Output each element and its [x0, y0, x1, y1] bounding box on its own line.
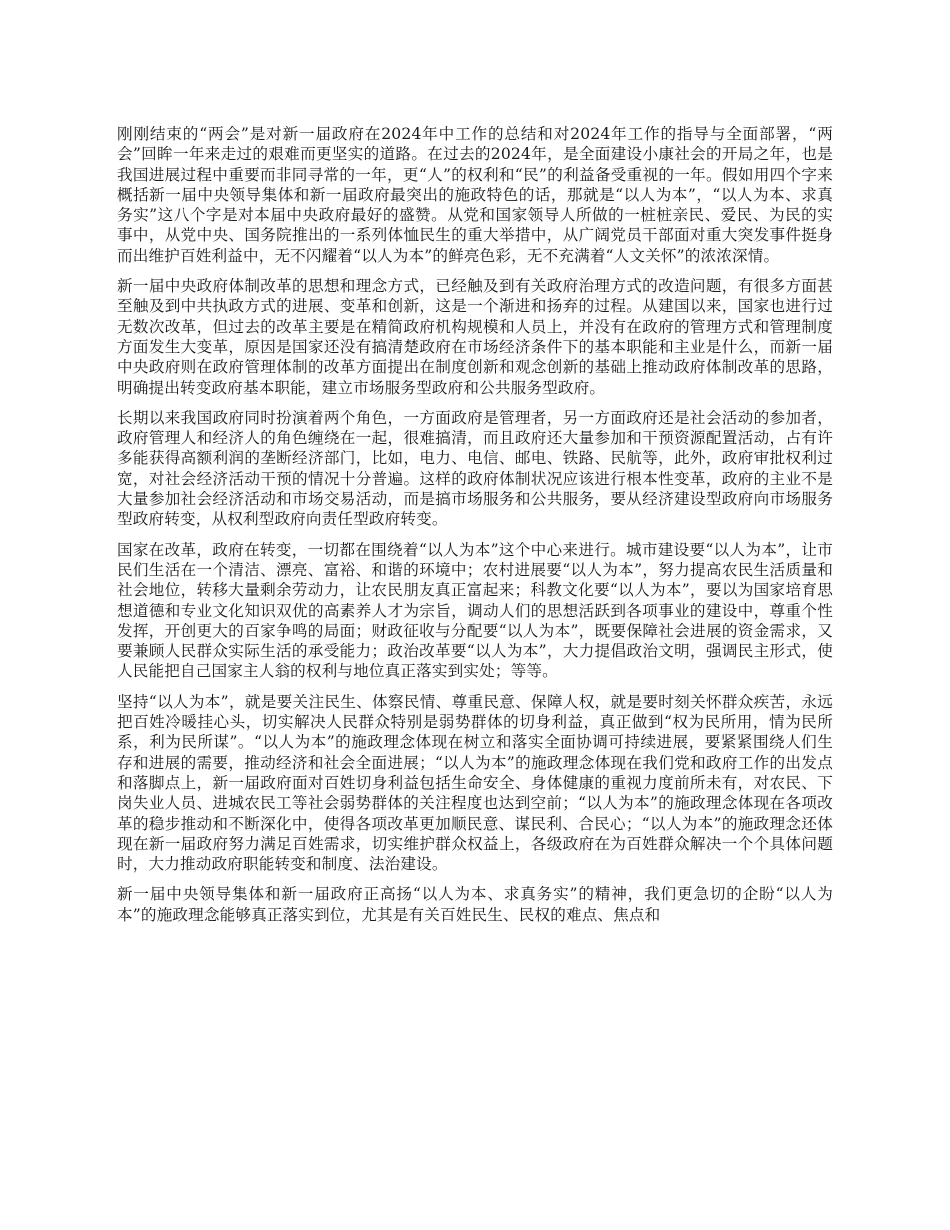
- paragraph-1: 刚刚结束的“两会”是对新一届政府在2024年中工作的总结和对2024年工作的指导与全面部署，“两会”回眸一年来走过的艰难而更坚实的道路。在过去的2024年，是全面建设小康社会的开局之年，也是我国进展过程中重要而非同寻常的一年，更“人”的权利和“民”的利益备受重视的一年。假如用四个字来概括新一届中央领导集体和新一届政府最突出的施政特色的话，那就是“以人为本”，“以人为本、求真务实”这八个字是对本届中央政府最好的盛赞。从党和国家领导人所做的一桩桩亲民、爱民、为民的实事中，从党中央、国务院推出的一系列体恤民生的重大举措中，从广阔党员干部面对重大突发事件挺身而出维护百姓利益中，无不闪耀着“以人为本”的鲜亮色彩，无不充满着“人文关怀”的浓浓深情。: [117, 125, 833, 265]
- paragraph-4: 国家在改革，政府在转变，一切都在围绕着“以人为本”这个中心来进行。城市建设要“以人为本”，让市民们生活在一个清洁、漂亮、富裕、和谐的环境中；农村进展要“以人为本”，努力提高农民生活质量和社会地位，转移大量剩余劳动力，让农民朋友真正富起来；科教文化要“以人为本”，要以为国家培育思想道德和专业文化知识双优的高素养人才为宗旨，调动人们的思想活跃到各项事业的建设中，尊重个性发挥，开创更大的百家争鸣的局面；财政征收与分配要“以人为本”，既要保障社会进展的资金需求，又要兼顾人民群众实际生活的承受能力；政治改革要“以人为本”，大力提倡政治文明，强调民主形式，使人民能把自己国家主人翁的权利与地位真正落实到实处；等等。: [117, 540, 833, 681]
- paragraph-3: 长期以来我国政府同时扮演着两个角色，一方面政府是管理者，另一方面政府还是社会活动的参加者，政府管理人和经济人的角色缠绕在一起，很难搞清，而且政府还大量参加和干预资源配置活动，占有许多能获得高额利润的垄断经济部门，比如，电力、电信、邮电、铁路、民航等，此外，政府审批权利过宽，对社会经济活动干预的情况十分普遍。这样的政府体制状况应该进行根本性变革，政府的主业不是大量参加社会经济活动和市场交易活动，而是搞市场服务和公共服务，要从经济建设型政府向市场服务型政府转变，从权利型政府向责任型政府转变。: [117, 408, 833, 529]
- paragraph-2: 新一届中央政府体制改革的思想和理念方式，已经触及到有关政府治理方式的改造问题，有很多方面甚至触及到中共执政方式的进展、变革和创新，这是一个渐进和扬弃的过程。从建国以来，国家也进行过无数次改革，但过去的改革主要是在精简政府机构规模和人员上，并没有在政府的管理方式和管理制度方面发生大变革，原因是国家还没有搞清楚政府在市场经济条件下的基本职能和主业是什么，而新一届中央政府则在政府管理体制的改革方面提出在制度创新和观念创新的基础上推动政府体制改革的思路，明确提出转变政府基本职能，建立市场服务型政府和公共服务型政府。: [117, 277, 833, 397]
- paragraph-5: 坚持“以人为本”，就是要关注民生、体察民情、尊重民意、保障人权，就是要时刻关怀群众疾苦，永远把百姓冷暖挂心头，切实解决人民群众特别是弱势群体的切身利益，真正做到“权为民所用，情为民所系，利为民所谋”。“以人为本”的施政理念体现在树立和落实全面协调可持续进展，要紧紧围绕人们生存和进展的需要，推动经济和社会全面进展；“以人为本”的施政理念体现在我们党和政府工作的出发点和落脚点上，新一届政府面对百姓切身利益包括生命安全、身体健康的重视力度前所未有，对农民、下岗失业人员、进城农民工等社会弱势群体的关注程度也达到空前；“以人为本”的施政理念体现在各项改革的稳步推动和不断深化中，使得各项改革更加顺民意、谋民利、合民心；“以人为本”的施政理念还体现在新一届政府努力满足百姓需求，切实维护群众权益上，各级政府在为百姓群众解决一个个具体问题时，大力推动政府职能转变和制度、法治建设。: [117, 692, 833, 874]
- document-body: [117, 124, 833, 935]
- paragraph-6: 新一届中央领导集体和新一届政府正高扬“以人为本、求真务实”的精神，我们更急切的企盼“以人为本”的施政理念能够真正落实到位，尤其是有关百姓民生、民权的难点、焦点和: [117, 885, 833, 924]
